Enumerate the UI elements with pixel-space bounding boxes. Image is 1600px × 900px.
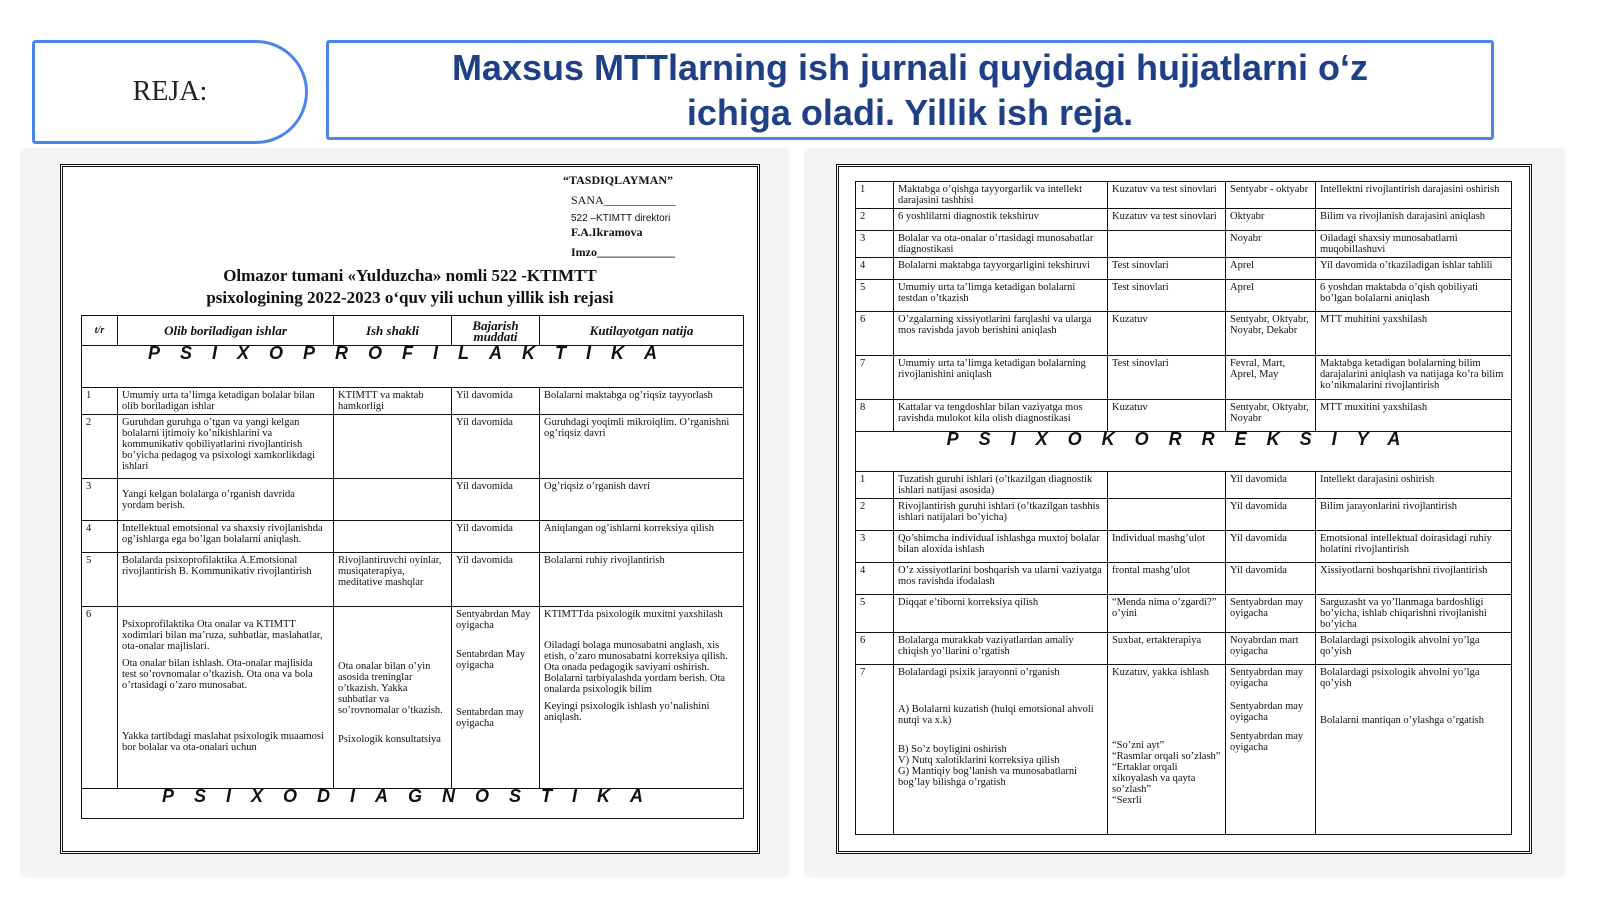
row-work: Intellektual emotsional va shaxsiy rivojlanishda og’ishlarga ega bo’lgan bolalarni aniqlash.	[118, 521, 334, 553]
row-work: O’zgalarning xissiyotlarini farqlashi va ularga mos ravishda javob berishini aniqlash	[894, 312, 1108, 356]
approval-date: SANA____________	[571, 193, 676, 207]
row-number: 7	[856, 356, 894, 400]
section-title-psixokorreksiya: PSIXOKORREKSIYA	[856, 432, 1512, 472]
row-result-part: KTIMTTda psixologik muxitni yaxshilash	[544, 609, 723, 620]
row-work: Maktabga o’qishga tayyorgarlik va intellekt darajasini tashhisi	[894, 182, 1108, 209]
table-row	[856, 595, 1512, 633]
row-form: Test sinovlari	[1108, 258, 1226, 280]
row-form	[334, 479, 452, 521]
row-term: Sentyabr, Oktyabr, Noyabr	[1226, 400, 1316, 432]
row-form	[1108, 231, 1226, 258]
row-form: Individual mashg’ulot	[1108, 531, 1226, 563]
row-work: Kattalar va tengdoshlar bilan vaziyatga mos ravishda mulokot kila olish diagnostikasi	[894, 400, 1108, 432]
table-row	[856, 499, 1512, 531]
row-number: 1	[856, 182, 894, 209]
row-result: Guruhdagi yoqimli mikroiqlim. O’rganishni og’riqsiz davri	[540, 415, 744, 479]
table-row	[856, 209, 1512, 231]
left-document-page	[60, 164, 760, 854]
row-work: Yangi kelgan bolalarga o’rganish davrida yordam berish.	[118, 479, 334, 521]
row-result: Emotsional intellektual doirasidagi ruhiy holatini rivojlantirish	[1316, 531, 1512, 563]
right-document-page	[836, 164, 1532, 854]
header-term: Bajarish muddati	[452, 316, 540, 346]
section-row-psixokorreksiya	[856, 432, 1512, 472]
row-form-part: Ota onalar bilan o’yin asosida treninglar o’tkazish. Yakka suhbatlar va so’rovnomalar o’tkazish.	[338, 661, 443, 716]
row-result-part: Bolalardagi psixologik ahvolni yo’lga qo’yish	[1320, 667, 1480, 689]
row-work: Rivojlantirish guruhi ishlari (o’tkazilgan tashhis ishlari natijalari bo’yicha)	[894, 499, 1108, 531]
row-term: Yil davomida	[1226, 563, 1316, 595]
section-row-psixodiagnostika	[82, 789, 744, 819]
approval-director: 522 –KTIMTT direktori	[571, 213, 671, 224]
row-term: Yil davomida	[452, 553, 540, 607]
row-form: Kuzatuv	[1108, 312, 1226, 356]
row-number: 4	[856, 563, 894, 595]
row-form: Test sinovlari	[1108, 280, 1226, 312]
row-number: 6	[856, 312, 894, 356]
row-number: 6	[82, 607, 118, 789]
slide-title-line2: ichiga oladi. Yillik ish reja.	[686, 92, 1134, 133]
table-row	[856, 312, 1512, 356]
row-result: Maktabga ketadigan bolalarning bilim darajalarini aniqlash va natijaga ko’ra bilim ko’nikmalarini rivojlantirish	[1316, 356, 1512, 400]
row-term-part: Sentabrdan may oyigacha	[456, 707, 524, 729]
table-row	[82, 479, 744, 521]
row-work	[894, 665, 1108, 835]
row-term-part: Sentyabrdan may oyigacha	[1230, 731, 1304, 753]
row-work	[118, 607, 334, 789]
table-row	[82, 607, 744, 789]
right-plan-table	[855, 181, 1512, 835]
row-form: Kuzatuv	[1108, 400, 1226, 432]
row-result: MTT muhitini yaxshilash	[1316, 312, 1512, 356]
table-row	[856, 665, 1512, 835]
row-work-part: Bolalardagi psixik jarayonni o’rganish	[898, 667, 1060, 678]
row-term-part: Sentyabrdan May oyigacha	[456, 609, 531, 631]
table-row	[856, 563, 1512, 595]
row-form: “Menda nima o’zgardi?” o’yini	[1108, 595, 1226, 633]
row-term: Yil davomida	[1226, 472, 1316, 499]
row-work-part: Ota onalar bilan ishlash. Ota-onalar majlisida test so’rovnomalar o’tkazish. Ota ona va bola o’rtasidagi o’zaro munosabat.	[122, 658, 313, 691]
row-result: Sarguzasht va yo’llanmaga bardoshligi bo’yicha, ishlab chiqarishni rivojlanishi bo’yicha	[1316, 595, 1512, 633]
row-result: Bilim jarayonlarini rivojlantirish	[1316, 499, 1512, 531]
table-row	[856, 472, 1512, 499]
table-header-row	[82, 316, 744, 346]
row-result: 6 yoshdan maktabda o’qish qobiliyati bo’lgan bolalarni aniqlash	[1316, 280, 1512, 312]
table-row	[856, 280, 1512, 312]
row-result	[540, 607, 744, 789]
section-row-psixoprofilaktika	[82, 346, 744, 388]
row-number: 4	[856, 258, 894, 280]
row-work: O’z xissiyotlarini boshqarish va ularni vaziyatga mos ravishda ifodalash	[894, 563, 1108, 595]
table-row	[82, 521, 744, 553]
row-term-part: Sentabrdan May oyigacha	[456, 649, 526, 671]
row-term: Yil davomida	[452, 479, 540, 521]
document-heading	[63, 265, 757, 309]
row-form	[1108, 499, 1226, 531]
row-number: 3	[82, 479, 118, 521]
section-title-psixoprofilaktika: PSIXOPROFILAKTIKA	[82, 346, 744, 388]
table-row	[856, 356, 1512, 400]
row-term: Noyabrdan mart oyigacha	[1226, 633, 1316, 665]
row-form: Test sinovlari	[1108, 356, 1226, 400]
row-work: Umumiy urta ta’limga ketadigan bolalarning rivojlanishini aniqlash	[894, 356, 1108, 400]
approval-signature: Imzo_____________	[571, 245, 675, 259]
row-number: 5	[856, 280, 894, 312]
table-row	[856, 400, 1512, 432]
row-result: Oiladagi shaxsiy munosabatlarni muqobillashuvi	[1316, 231, 1512, 258]
row-form-part: Kuzatuv, yakka ishlash	[1112, 667, 1210, 678]
row-form	[334, 521, 452, 553]
row-result: Bolalardagi psixologik ahvolni yo’lga qo’yish	[1316, 633, 1512, 665]
row-term: Aprel	[1226, 258, 1316, 280]
row-work-part: Psixoprofilaktika Ota onalar va KTIMTT xodimlari bilan ma’ruza, suhbatlar, maslahatlar, ota-onalar majlislari.	[122, 619, 323, 652]
row-form-part: “So’zni ayt” “Rasmlar orqali so’zlash” “Ertaklar orqali xikoyalash va qayta so’zlash” “Sexrli	[1112, 740, 1221, 806]
row-term: Oktyabr	[1226, 209, 1316, 231]
row-form: Kuzatuv va test sinovlari	[1108, 182, 1226, 209]
row-work: Umumiy urta ta’limga ketadigan bolalarni testdan o’tkazish	[894, 280, 1108, 312]
row-work: Umumiy urta ta’limga ketadigan bolalar bilan olib boriladigan ishlar	[118, 388, 334, 415]
row-number: 7	[856, 665, 894, 835]
table-row	[82, 553, 744, 607]
row-result-part: Oiladagi bolaga munosabatni anglash, xis etish, o’zaro munosabatni korreksiya qilish. Ota onada pedagogik saviyani oshirish. Bolalarni tarbiyalashda yordam berish. Ota onalarda psixologik bilim	[544, 640, 728, 695]
row-term: Noyabr	[1226, 231, 1316, 258]
left-plan-table	[81, 315, 744, 819]
row-number: 2	[82, 415, 118, 479]
table-row	[82, 388, 744, 415]
row-term	[1226, 665, 1316, 835]
header-number: t/r	[82, 316, 118, 346]
row-number: 2	[856, 499, 894, 531]
row-result: MTT muxitini yaxshilash	[1316, 400, 1512, 432]
reja-label-box	[32, 40, 308, 144]
row-form: KTIMTT va maktab hamkorligi	[334, 388, 452, 415]
row-result: Intellektni rivojlantirish darajasini oshirish	[1316, 182, 1512, 209]
row-term	[452, 607, 540, 789]
header-result: Kutilayotgan natija	[540, 316, 744, 346]
row-number: 4	[82, 521, 118, 553]
row-number: 3	[856, 531, 894, 563]
row-number: 8	[856, 400, 894, 432]
row-term: Aprel	[1226, 280, 1316, 312]
row-work-part: A) Bolalarni kuzatish (hulqi emotsional ahvoli nutqi va x.k)	[898, 704, 1094, 726]
row-term: Yil davomida	[1226, 531, 1316, 563]
document-heading-line1: Olmazor tumani «Yulduzcha» nomli 522 -KTIMTT	[223, 266, 597, 285]
header-work: Olib boriladigan ishlar	[118, 316, 334, 346]
row-form: frontal mashg’ulot	[1108, 563, 1226, 595]
row-form: Rivojlantiruvchi oyinlar, musiqaterapiya, meditative mashqlar	[334, 553, 452, 607]
table-row	[856, 182, 1512, 209]
row-result-part: Bolalarni mantiqan o’ylashga o’rgatish	[1320, 715, 1484, 726]
slide-title-line1: Maxsus MTTlarning ish jurnali quyidagi hujjatlarni o‘z	[451, 47, 1369, 88]
row-term-part: Sentyabrdan may oyigacha	[1230, 667, 1304, 689]
row-work: 6 yoshlilarni diagnostik tekshiruv	[894, 209, 1108, 231]
row-number: 2	[856, 209, 894, 231]
row-work: Guruhdan guruhga o’tgan va yangi kelgan bolalarni ijtimoiy ko’nikishlarini va kommunikativ qobiliyatlarini rivojlantirish bo’yicha pedagog va psixologi xamkorlikdagi ishlari	[118, 415, 334, 479]
row-work: Bolalarni maktabga tayyorgarligini tekshiruvi	[894, 258, 1108, 280]
table-row	[82, 415, 744, 479]
row-result: Aniqlangan og’ishlarni korreksiya qilish	[540, 521, 744, 553]
row-term: Yil davomida	[452, 415, 540, 479]
row-work: Qo’shimcha individual ishlashga muxtoj bolalar bilan aloxida ishlash	[894, 531, 1108, 563]
row-term: Sentyabr, Oktyabr, Noyabr, Dekabr	[1226, 312, 1316, 356]
row-work: Tuzatish guruhi ishlari (o’tkazilgan diagnostik ishlari natijasi asosida)	[894, 472, 1108, 499]
row-result	[1316, 665, 1512, 835]
row-term: Yil davomida	[452, 388, 540, 415]
row-work-part: B) So’z boyligini oshirish V) Nutq xalotiklarini korreksiya qilish G) Mantiqiy bog’lanish va munosabatlarni bog’lay bilishga o’rgatish	[898, 744, 1078, 788]
row-work: Bolalar va ota-onalar o’rtasidagi munosabatlar diagnostikasi	[894, 231, 1108, 258]
row-work-part: Yakka tartibdagi maslahat psixologik muaamosi bor bolalar va ota-onalari uchun	[122, 731, 324, 753]
approval-block	[563, 173, 673, 188]
row-result: Og’riqsiz o’rganish davri	[540, 479, 744, 521]
row-form	[334, 415, 452, 479]
row-form	[1108, 472, 1226, 499]
slide-title	[326, 40, 1494, 140]
reja-label: REJA:	[132, 76, 208, 107]
table-row	[856, 258, 1512, 280]
row-result: Bolalarni maktabga og’riqsiz tayyorlash	[540, 388, 744, 415]
row-term: Sentyabr - oktyabr	[1226, 182, 1316, 209]
row-form	[334, 607, 452, 789]
table-row	[856, 633, 1512, 665]
row-form	[1108, 665, 1226, 835]
row-form: Kuzatuv va test sinovlari	[1108, 209, 1226, 231]
row-result: Xissiyotlarni boshqarishni rivojlantirish	[1316, 563, 1512, 595]
row-work: Bolalarga murakkab vaziyatlardan amaliy chiqish yo’llarini o’rgatish	[894, 633, 1108, 665]
row-term-part: Sentyabrdan may oyigacha	[1230, 701, 1304, 723]
row-result: Yil davomida o’tkaziladigan ishlar tahlili	[1316, 258, 1512, 280]
row-term: Yil davomida	[1226, 499, 1316, 531]
row-work: Bolalarda psixoprofilaktika A.Emotsional rivojlantirish B. Kommunikativ rivojlantirish	[118, 553, 334, 607]
row-form: Suxbat, ertakterapiya	[1108, 633, 1226, 665]
row-work: Diqqat e’tiborni korreksiya qilish	[894, 595, 1108, 633]
table-row	[856, 531, 1512, 563]
approval-title: “TASDIQLAYMAN”	[563, 173, 674, 187]
section-title-psixodiagnostika: PSIXODIAGNOSTIKA	[82, 789, 744, 819]
row-term: Fevral, Mart, Aprel, May	[1226, 356, 1316, 400]
row-number: 5	[856, 595, 894, 633]
document-heading-line2: psixologining 2022-2023 o‘quv yili uchun yillik ish rejasi	[206, 288, 614, 307]
table-row	[856, 231, 1512, 258]
row-result: Bilim va rivojlanish darajasini aniqlash	[1316, 209, 1512, 231]
row-number: 3	[856, 231, 894, 258]
row-number: 5	[82, 553, 118, 607]
header-form: Ish shakli	[334, 316, 452, 346]
row-result-part: Keyingi psixologik ishlash yo’nalishini aniqlash.	[544, 701, 710, 723]
row-number: 6	[856, 633, 894, 665]
row-result: Intellekt darajasini oshirish	[1316, 472, 1512, 499]
row-number: 1	[856, 472, 894, 499]
row-result: Bolalarni ruhiy rivojlantirish	[540, 553, 744, 607]
row-form-part: Psixologik konsultatsiya	[338, 734, 441, 745]
row-number: 1	[82, 388, 118, 415]
row-term: Yil davomida	[452, 521, 540, 553]
approval-name: F.A.Ikramova	[571, 225, 643, 239]
row-term: Sentyabrdan may oyigacha	[1226, 595, 1316, 633]
